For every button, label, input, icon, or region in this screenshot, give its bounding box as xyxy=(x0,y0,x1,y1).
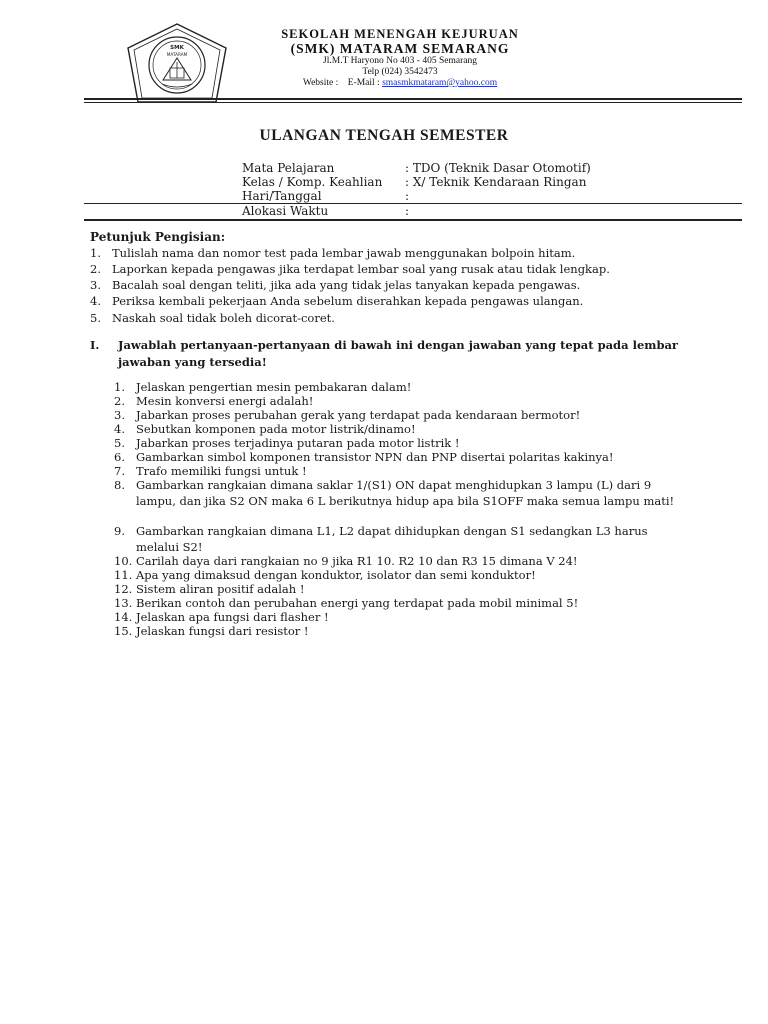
info-label: Kelas / Komp. Keahlian xyxy=(242,175,383,189)
instruction-text: Tulislah nama dan nomor test pada lembar jawab menggunakan bolpoin hitam. xyxy=(112,246,576,260)
question-number: 11. xyxy=(114,568,133,582)
instruction-number: 4. xyxy=(90,294,101,308)
info-label: Mata Pelajaran xyxy=(242,161,335,175)
instruction-item xyxy=(90,277,580,293)
question-text: Carilah daya dari rangkaian no 9 jika R1 10. R2 10 dan R3 15 dimana V 24! xyxy=(136,554,578,568)
question-number: 1. xyxy=(114,380,125,394)
question-text: Jabarkan proses perubahan gerak yang terdapat pada kendaraan bermotor! xyxy=(136,408,581,422)
question-number: 8. xyxy=(114,478,125,492)
exam-title: ULANGAN TENGAH SEMESTER xyxy=(259,127,509,144)
question-text: Gambarkan simbol komponen transistor NPN dan PNP disertai polaritas kakinya! xyxy=(136,450,614,464)
question-number: 15. xyxy=(114,624,133,638)
question-text: Sebutkan komponen pada motor listrik/dinamo! xyxy=(136,422,416,436)
question-text: Berikan contoh dan perubahan energi yang terdapat pada mobil minimal 5! xyxy=(136,596,579,610)
info-divider xyxy=(84,203,742,204)
instruction-text: Naskah soal tidak boleh dicorat-coret. xyxy=(112,311,335,325)
instruction-item xyxy=(90,245,575,261)
question-number: 2. xyxy=(114,394,125,408)
school-name-line1: SEKOLAH MENENGAH KEJURUAN xyxy=(281,27,519,41)
info-value: : xyxy=(405,204,410,218)
question-text: Jabarkan proses terjadinya putaran pada motor listrik ! xyxy=(136,436,460,450)
question-number: 14. xyxy=(114,610,133,624)
header-rule-thick xyxy=(84,98,742,100)
instruction-item xyxy=(90,261,610,277)
instruction-item xyxy=(90,310,335,326)
school-phone: Telp (024) 3542473 xyxy=(362,67,438,77)
email-label: E-Mail : xyxy=(347,78,380,88)
question-text: Apa yang dimaksud dengan konduktor, isolator dan semi konduktor! xyxy=(136,568,536,582)
info-value: : TDO (Teknik Dasar Otomotif) xyxy=(405,161,591,175)
instructions-title: Petunjuk Pengisian: xyxy=(90,230,226,244)
question-number: 9. xyxy=(114,524,125,538)
question-text: Jelaskan pengertian mesin pembakaran dalam! xyxy=(136,380,412,394)
info-label: Alokasi Waktu xyxy=(242,204,329,218)
info-bottom-rule xyxy=(84,219,742,221)
instruction-number: 1. xyxy=(90,246,101,260)
instruction-text: Periksa kembali pekerjaan Anda sebelum diserahkan kepada pengawas ulangan. xyxy=(112,294,584,308)
question-text: Gambarkan rangkaian dimana saklar 1/(S1) ON dapat menghidupkan 3 lampu (L) dari 9 lampu, dan jika S2 ON maka 6 L berikutnya hidup apa bila S1OFF maka semua lampu mati! xyxy=(136,478,675,508)
instruction-number: 2. xyxy=(90,262,101,276)
header-rule-thin xyxy=(84,102,742,103)
question-text: Sistem aliran positif adalah ! xyxy=(136,582,305,596)
school-address: Jl.M.T Haryono No 403 - 405 Semarang xyxy=(323,56,477,66)
instruction-text: Bacalah soal dengan teliti, jika ada yang tidak jelas tanyakan kepada pengawas. xyxy=(112,278,581,292)
question-number: 10. xyxy=(114,554,133,568)
question-text: Mesin konversi energi adalah! xyxy=(136,394,314,408)
question-text: Gambarkan rangkaian dimana L1, L2 dapat dihidupkan dengan S1 sedangkan L3 harus melalui S2! xyxy=(136,524,648,554)
section-instruction: Jawablah pertanyaan-pertanyaan di bawah ini dengan jawaban yang tepat pada lembar jawaban yang tersedia! xyxy=(118,338,678,369)
instruction-number: 3. xyxy=(90,278,101,292)
logo-text-mid: MATARAM xyxy=(166,52,188,57)
question-text: Jelaskan apa fungsi dari flasher ! xyxy=(136,610,329,624)
info-value: : xyxy=(405,189,410,203)
section-number: I. xyxy=(90,338,100,352)
question-number: 12. xyxy=(114,582,133,596)
question-number: 13. xyxy=(114,596,133,610)
question-text: Trafo memiliki fungsi untuk ! xyxy=(136,464,307,478)
question-number: 6. xyxy=(114,450,125,464)
question-number: 4. xyxy=(114,422,125,436)
instruction-item xyxy=(90,293,583,309)
logo-text-top: SMK xyxy=(170,45,184,51)
question-number: 7. xyxy=(114,464,125,478)
school-emblem-icon xyxy=(124,22,230,108)
instruction-text: Laporkan kepada pengawas jika terdapat lembar soal yang rusak atau tidak lengkap. xyxy=(112,262,610,276)
website-label: Website : xyxy=(302,78,339,88)
contact-line xyxy=(230,78,570,88)
info-label: Hari/Tanggal xyxy=(242,189,322,203)
info-value: : X/ Teknik Kendaraan Ringan xyxy=(405,175,587,189)
question-number: 5. xyxy=(114,436,125,450)
question-text: Jelaskan fungsi dari resistor ! xyxy=(136,624,309,638)
school-name-line2: (SMK) MATARAM SEMARANG xyxy=(290,41,510,56)
question-number: 3. xyxy=(114,408,125,422)
instruction-number: 5. xyxy=(90,311,101,325)
email-link[interactable]: smasmkmataram@yahoo.com xyxy=(382,78,498,88)
